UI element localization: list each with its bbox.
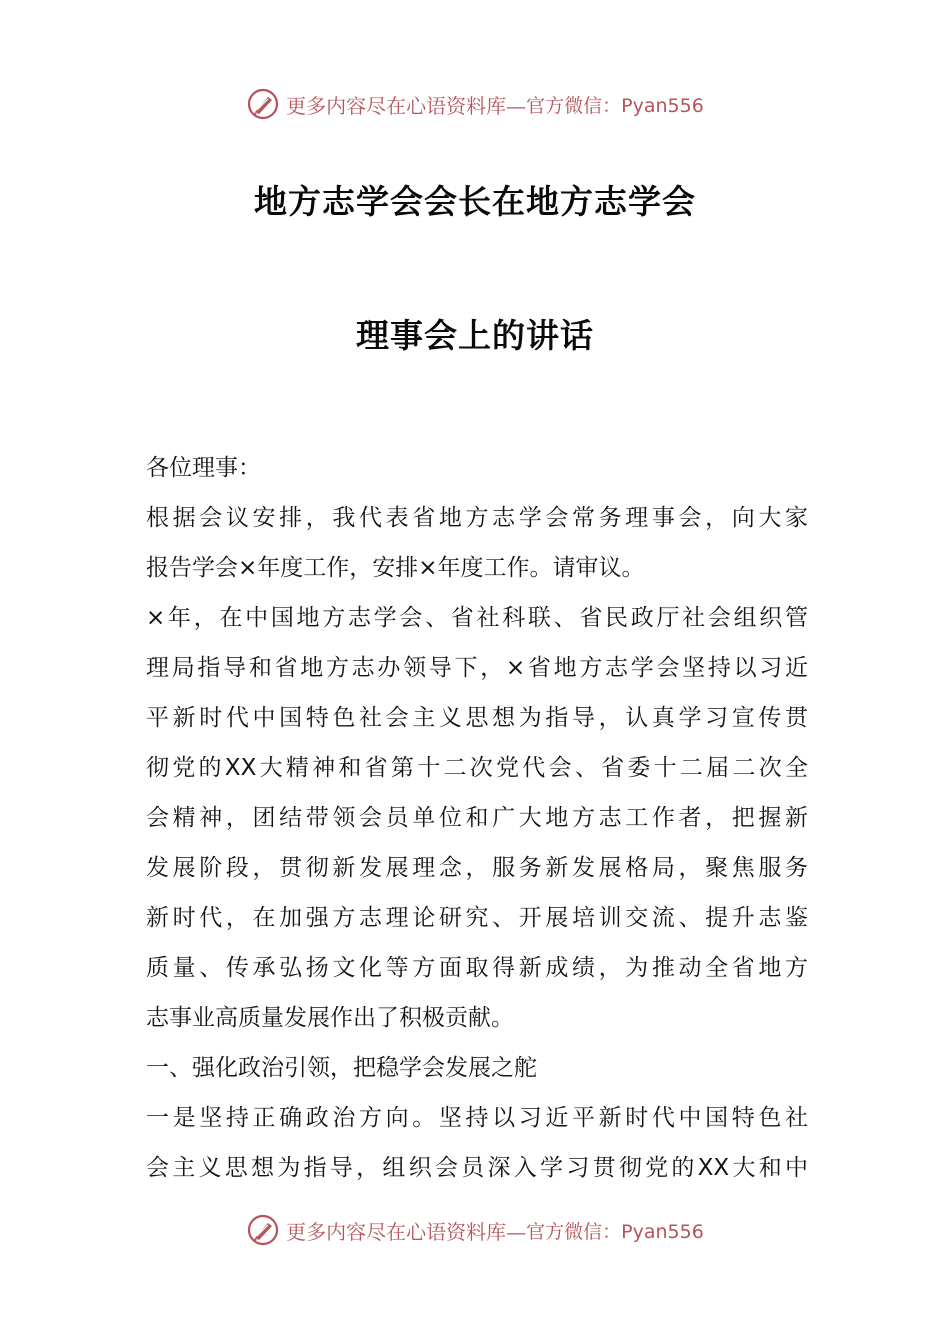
header-watermark bbox=[0, 82, 950, 126]
paragraph-line: ×年，在中国地方志学会、省社科联、省民政厅社会组织管 bbox=[146, 605, 808, 631]
paragraph-line: 平新时代中国特色社会主义思想为指导，认真学习宣传贯 bbox=[146, 705, 808, 731]
paragraph-line: 质量、传承弘扬文化等方面取得新成绩，为推动全省地方 bbox=[146, 955, 808, 981]
watermark-brand-text: 更多内容尽在心语资料库— bbox=[286, 1219, 527, 1244]
pen-nib-logo-icon bbox=[246, 1213, 280, 1247]
paragraph-line: 发展阶段，贯彻新发展理念，服务新发展格局，聚焦服务 bbox=[146, 855, 808, 881]
watermark-contact-text: 官方微信：Pyan556 bbox=[526, 1220, 704, 1243]
paragraph-line: 会精神，团结带领会员单位和广大地方志工作者，把握新 bbox=[146, 805, 808, 831]
pen-nib-logo-icon bbox=[246, 87, 280, 121]
paragraph-line: 彻党的XX大精神和省第十二次党代会、省委十二届二次全 bbox=[146, 755, 808, 781]
paragraph-line: 志事业高质量发展作出了积极贡献。 bbox=[146, 1005, 514, 1031]
salutation-line: 各位理事： bbox=[146, 455, 261, 481]
paragraph-line: 新时代，在加强方志理论研究、开展培训交流、提升志鉴 bbox=[146, 905, 808, 931]
watermark-brand-text: 更多内容尽在心语资料库— bbox=[286, 93, 527, 118]
section-heading: 一、强化政治引领，把稳学会发展之舵 bbox=[146, 1055, 537, 1081]
footer-watermark bbox=[0, 1208, 950, 1252]
document-title-line-2: 理事会上的讲话 bbox=[356, 316, 594, 355]
paragraph-line: 会主义思想为指导，组织会员深入学习贯彻党的XX大和中 bbox=[146, 1155, 808, 1181]
paragraph-line: 根据会议安排，我代表省地方志学会常务理事会，向大家 bbox=[146, 505, 808, 531]
paragraph-line: 报告学会×年度工作，安排×年度工作。请审议。 bbox=[146, 555, 645, 581]
paragraph-line: 一是坚持正确政治方向。坚持以习近平新时代中国特色社 bbox=[146, 1105, 808, 1131]
document-title-line-1: 地方志学会会长在地方志学会 bbox=[254, 182, 696, 221]
watermark-contact-text: 官方微信：Pyan556 bbox=[526, 94, 704, 117]
document-body bbox=[146, 443, 808, 1193]
paragraph-line: 理局指导和省地方志办领导下，×省地方志学会坚持以习近 bbox=[146, 655, 808, 681]
